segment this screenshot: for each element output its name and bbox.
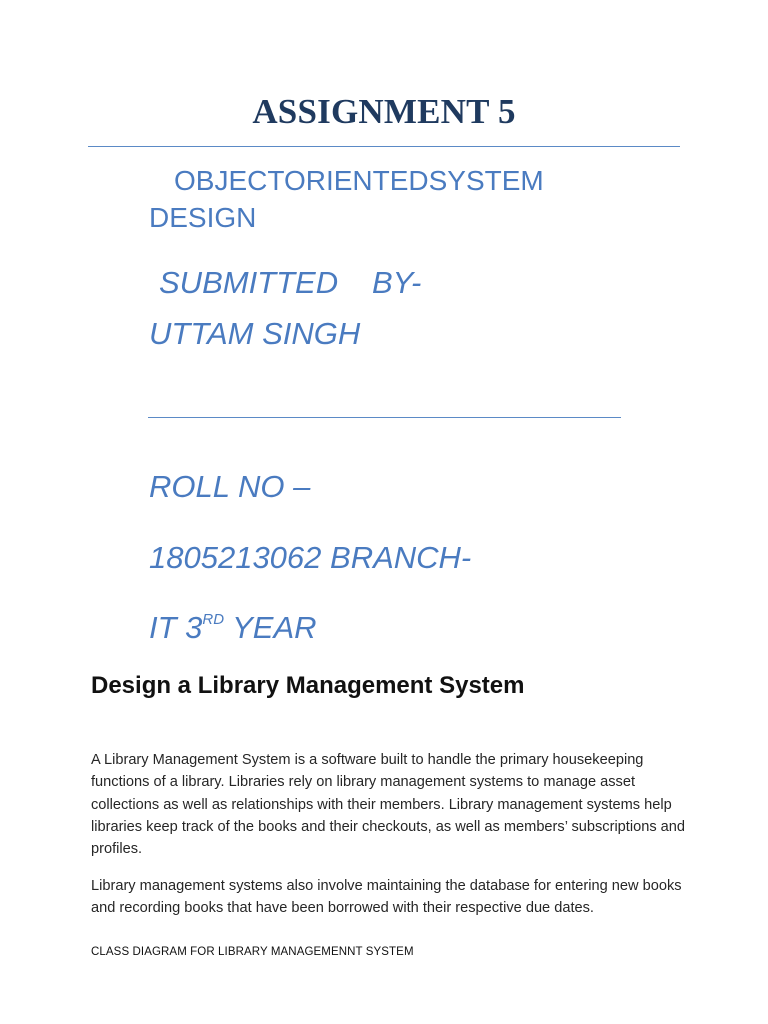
subject-line-2: DESIGN [149, 202, 257, 233]
section-heading: Design a Library Management System [91, 672, 525, 699]
subject-line-1: OBJECTORIENTEDSYSTEM [174, 165, 544, 196]
diagram-caption: CLASS DIAGRAM FOR LIBRARY MANAGEMENNT SYSTEM [91, 946, 414, 958]
roll-number-branch: 1805213062 BRANCH- [149, 540, 472, 575]
year-suffix: YEAR [224, 610, 317, 645]
paragraph-database: Library management systems also involve maintaining the database for entering new books and recording books that have been borrowed with their respective due dates. [91, 878, 682, 917]
paragraph-intro: A Library Management System is a software built to handle the primary housekeeping functions of a library. Libraries rely on library management systems to manage asset collections as well as relationships with their members. Library management systems help libraries keep track of the books and their checkouts, as well as members’ subscriptions and profiles. [91, 752, 686, 858]
year-line [149, 610, 317, 646]
separator-line [148, 417, 621, 418]
submitted-by-label: BY- [372, 265, 422, 300]
title-underline [88, 146, 680, 147]
year-prefix: IT 3 [149, 610, 203, 645]
year-superscript: RD [202, 611, 225, 628]
author-name: UTTAM SINGH [149, 316, 361, 351]
assignment-title: ASSIGNMENT 5 [252, 92, 516, 131]
submitted-label: SUBMITTED [159, 265, 339, 300]
roll-label: ROLL NO – [149, 469, 311, 504]
